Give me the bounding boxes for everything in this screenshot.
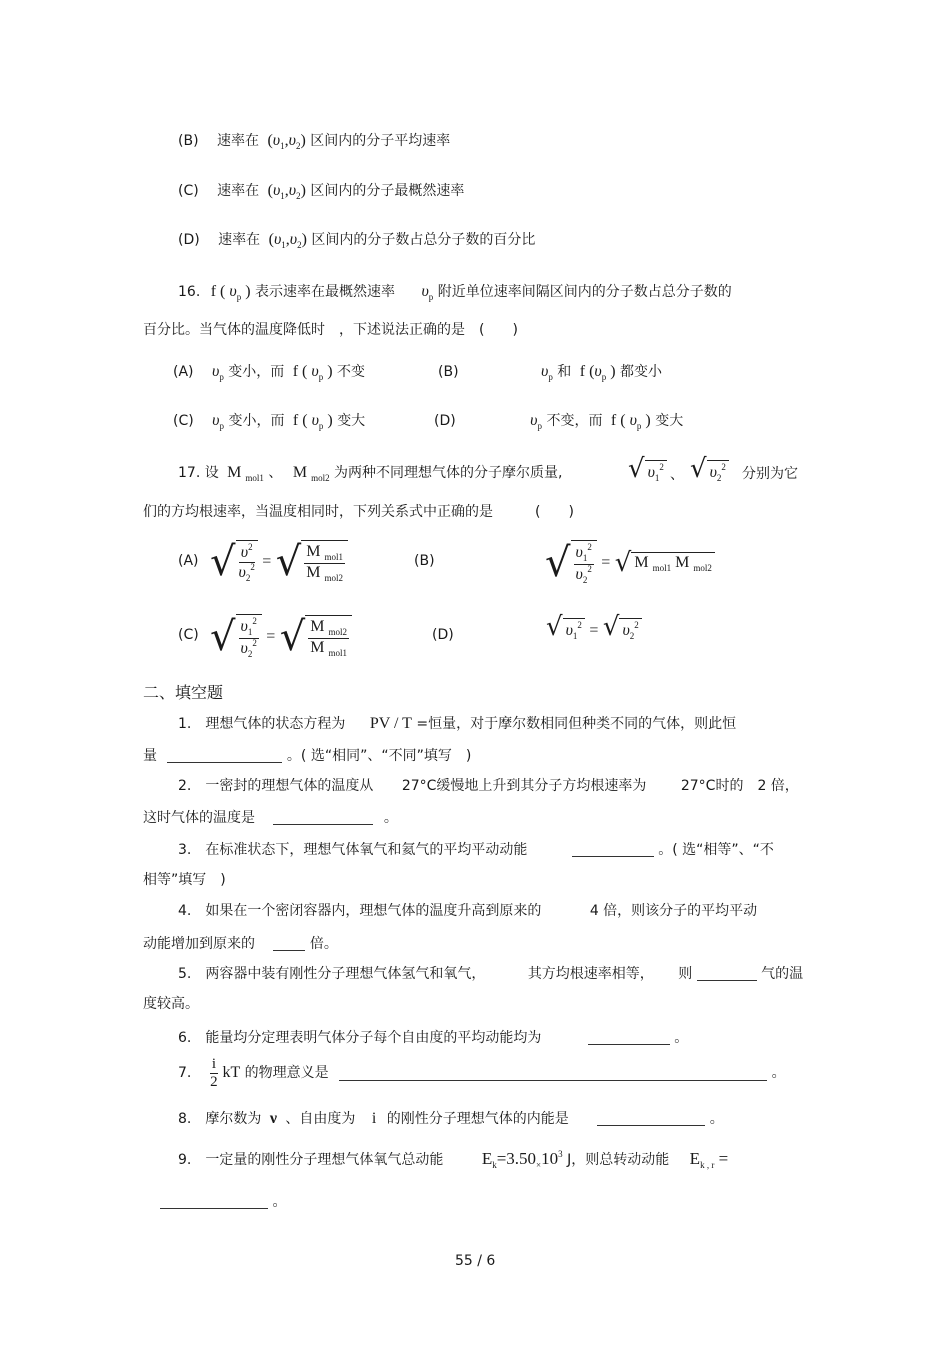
- q15-option-c: [178, 183, 464, 201]
- answer-blank[interactable]: [572, 842, 654, 857]
- fill-q1-line2: 量 。( 选“相同”、“不同”填写 ): [143, 748, 472, 764]
- fill-q4-line1: 4. 如果在一个密闭容器内，理想气体的温度升高到原来的 4 倍，则该分子的平均平动: [178, 903, 758, 919]
- option-label: (B): [438, 364, 459, 380]
- fill-q9-line2: 。: [160, 1194, 286, 1209]
- answer-blank[interactable]: [697, 966, 757, 981]
- question-number: 16.: [178, 284, 201, 300]
- answer-blank[interactable]: [339, 1066, 767, 1081]
- option-label: (B): [414, 553, 435, 569]
- option-prefix: 速率在: [216, 133, 259, 149]
- option-label: (C): [173, 413, 194, 429]
- interval-expression: $(\upsilon_1,\upsilon_2)$: [267, 182, 306, 201]
- fill-q1-line1: 1. 理想气体的状态方程为 PV / T =恒量，对于摩尔数相同但种类不同的气体，则此恒: [178, 715, 737, 732]
- fill-q4-line2: 动能增加到原来的 倍。: [143, 936, 338, 952]
- fill-q3-line1: 3. 在标准状态下，理想气体氧气和氦气的平均平动动能 。( 选“相等”、“不: [178, 842, 774, 858]
- q16-option-b: (B) $\upsilon_p$ 和 f ($\upsilon_p$ ) 都变小: [438, 363, 663, 382]
- option-text: 区间内的分子平均速率: [310, 133, 451, 149]
- stem-text: 附近单位速率间隔区间内的分子数占总分子数的: [437, 284, 732, 300]
- fill-q8: 8. 摩尔数为 ν 、自由度为 i 的刚性分子理想气体的内能是 。: [178, 1110, 724, 1127]
- fill-q9: 9. 一定量的刚性分子理想气体氧气总动能 $E_k=3.50_\times 10^3$ J，则总转动动能 $E_{k , r}$ =: [178, 1149, 729, 1170]
- q17-option-d-formula: √ $\upsilon_1^2$ = √ $\upsilon_2^2$: [546, 614, 642, 641]
- option-text: 区间内的分子数占总分子数的百分比: [311, 232, 536, 248]
- fill-q2-line2: 这时气体的温度是 。: [143, 810, 398, 826]
- fill-q7: 7. $\frac{i}{2}$ kT 的物理意义是 。: [178, 1056, 786, 1090]
- option-label: (A): [173, 364, 194, 380]
- interval-expression: $(\upsilon_1,\upsilon_2)$: [267, 132, 306, 151]
- fill-q3-line2: 相等”填写 ): [143, 872, 226, 888]
- vp-symbol: $\upsilon_p$: [421, 283, 434, 302]
- answer-blank[interactable]: [273, 936, 305, 951]
- vrms1-expression: √ $\upsilon_1^2$: [628, 456, 667, 483]
- q15-option-d: [178, 232, 535, 250]
- option-label: (A): [178, 553, 199, 569]
- vrms2-expression: √ $\upsilon_2^2$: [690, 456, 729, 483]
- answer-blank[interactable]: [273, 810, 373, 825]
- fill-q5-line2: 度较高。: [143, 996, 199, 1012]
- fill-q2-line1: 2. 一密封的理想气体的温度从 27°C缓慢地上升到其分子方均根速率为 27°C时的 2 倍，: [178, 778, 799, 794]
- q17-option-a-formula: √ $\frac{\upsilon^2}{\upsilon_2^2}$ = √ $\frac{M _{mol1}}{M _{mol2}}$: [210, 540, 348, 584]
- interval-expression: $(\upsilon_1,\upsilon_2)$: [268, 231, 307, 250]
- f-vp-expression: f ( $\upsilon_p$ ): [210, 283, 251, 302]
- q16-option-a: (A) $\upsilon_p$ 变小，而 f ( $\upsilon_p$ ) 不变: [173, 363, 365, 382]
- answer-blank[interactable]: [167, 748, 282, 763]
- answer-blank[interactable]: [588, 1030, 670, 1045]
- answer-blank[interactable]: [160, 1194, 268, 1209]
- separator: 、: [670, 467, 684, 483]
- q16-stem-line2: 百分比。当气体的温度降低时 ，下述说法正确的是 ( ): [143, 322, 518, 338]
- q17-stem-line1: 17. 设 M $_{mol1}$ 、 M $_{mol2}$ 为两种不同理想气体的分子摩尔质量,: [178, 464, 563, 483]
- option-prefix: 速率在: [217, 183, 260, 199]
- option-label: (D): [432, 627, 454, 643]
- option-text: 区间内的分子最概然速率: [310, 183, 465, 199]
- section-title: 二、填空题: [143, 683, 224, 702]
- stem-text: 分别为它: [742, 466, 798, 482]
- option-label: (C): [178, 183, 199, 199]
- q15-option-b: [178, 133, 450, 151]
- q16-option-d: (D) $\upsilon_p$ 不变，而 f ( $\upsilon_p$ ) 变大: [434, 412, 684, 431]
- option-label: (D): [434, 413, 456, 429]
- option-label: (D): [178, 232, 200, 248]
- q17-option-c-formula: √ $\frac{\upsilon_1^2}{\upsilon_2^2}$ = √ $\frac{M _{mol2}}{M _{mol1}}$: [210, 614, 352, 660]
- q17-option-b-formula: √ $\frac{\upsilon_1^2}{\upsilon_2^2}$ = √ M $_{mol1}$ M $_{mol2}$: [545, 540, 715, 586]
- option-label: (B): [178, 133, 199, 149]
- question-number: 17.: [178, 465, 201, 481]
- option-label: (C): [178, 627, 199, 643]
- q17-stem-line2: 们的方均根速率，当温度相同时，下列关系式中正确的是 ( ): [143, 504, 574, 520]
- fill-q6: 6. 能量均分定理表明气体分子每个自由度的平均动能均为 。: [178, 1030, 689, 1046]
- option-prefix: 速率在: [218, 232, 261, 248]
- q16-stem-line1: [178, 284, 732, 302]
- stem-text: 表示速率在最概然速率: [255, 284, 395, 300]
- page-number: 55 / 6: [455, 1253, 496, 1269]
- answer-blank[interactable]: [597, 1111, 705, 1126]
- q16-option-c: (C) $\upsilon_p$ 变小，而 f ( $\upsilon_p$ ) 变大: [173, 412, 366, 431]
- fill-q5-line1: 5. 两容器中装有刚性分子理想气体氢气和氧气， 其方均根速率相等， 则 气的温: [178, 966, 804, 982]
